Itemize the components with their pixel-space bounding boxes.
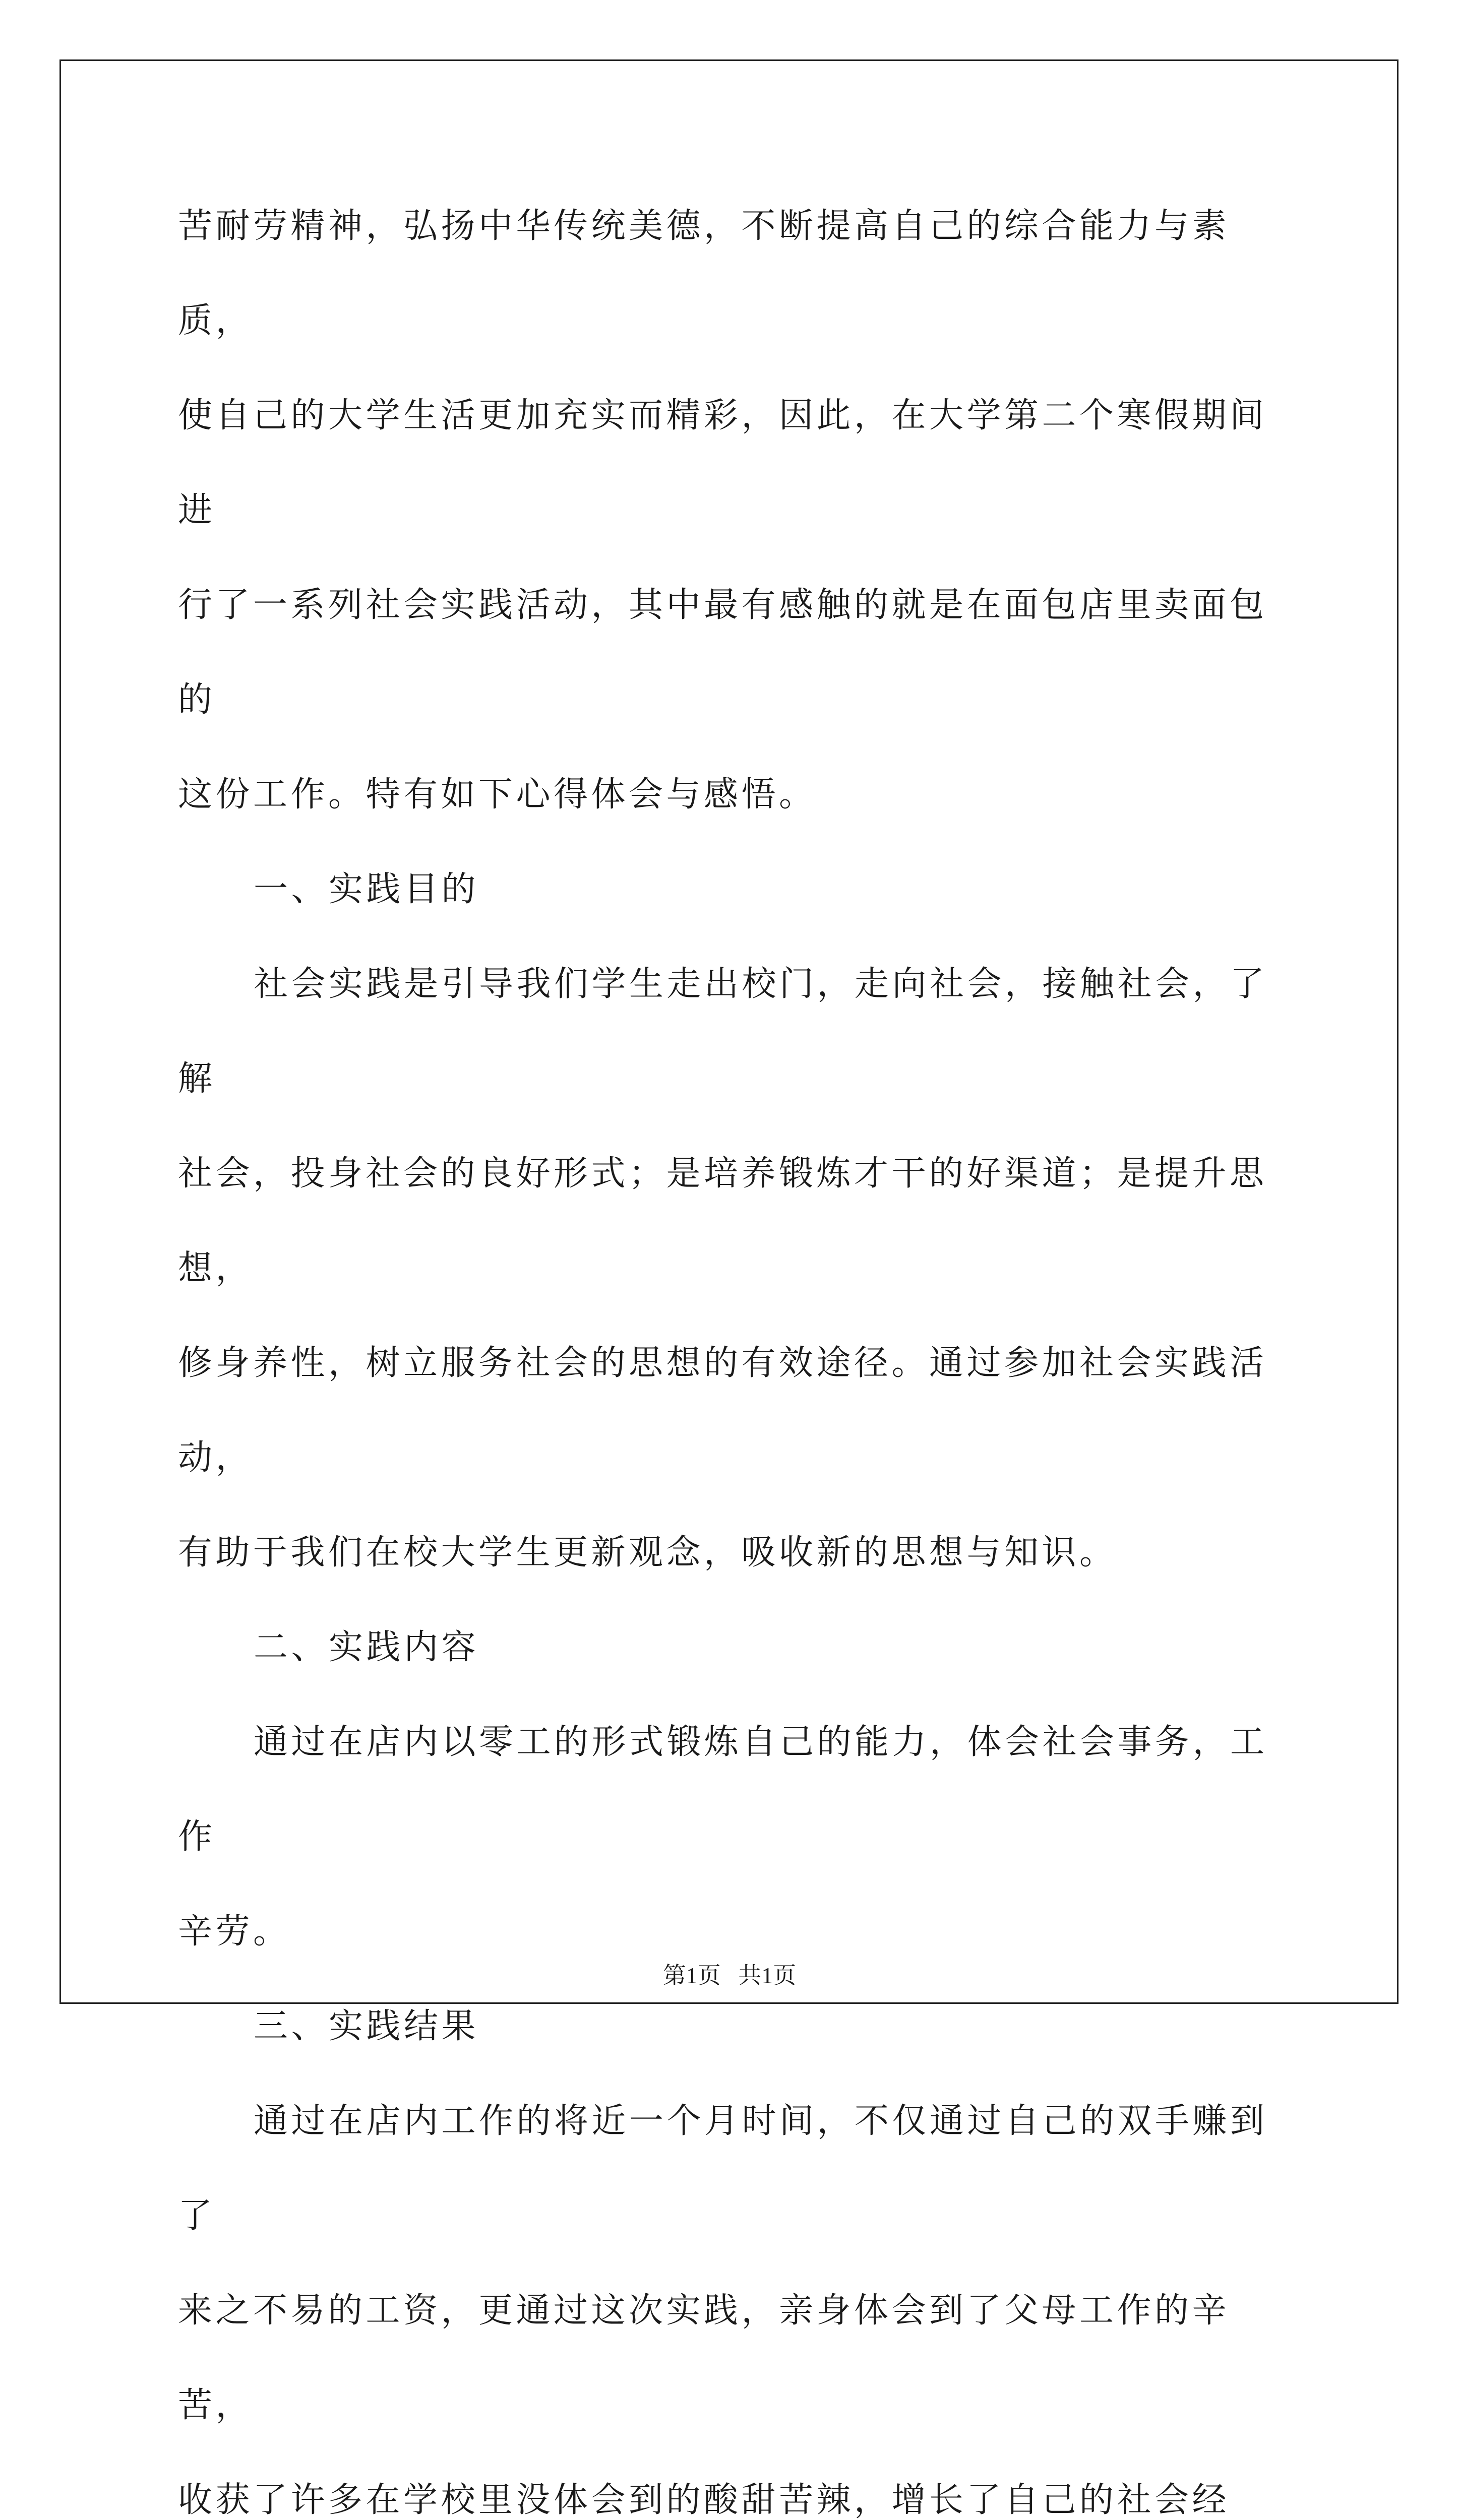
page-total: 共1页 [738, 1963, 797, 1988]
section-heading-purpose: 一、实践目的 [254, 869, 479, 909]
paragraph-content [178, 1695, 1287, 1979]
text-line: 使自己的大学生活更加充实而精彩，因此，在大学第二个寒假期间进 [178, 396, 1267, 530]
paragraph-results [178, 2074, 1287, 2520]
section-heading-results: 三、实践结果 [254, 2006, 479, 2046]
text-line: 有助于我们在校大学生更新观念，吸收新的思想与知识。 [178, 1533, 1117, 1572]
text-line: 辛劳。 [178, 1912, 291, 1951]
text-line: 收获了许多在学校里没体会到的酸甜苦辣，增长了自己的社会经 [178, 2480, 1230, 2520]
section-heading-content: 二、实践内容 [254, 1627, 479, 1667]
paragraph-purpose [178, 937, 1287, 1600]
text-line: 通过在店内以零工的形式锻炼自己的能力，体会社会事务，工作 [178, 1722, 1268, 1857]
text-line: 行了一系列社会实践活动，其中最有感触的就是在面包店里卖面包的 [178, 585, 1267, 720]
document-body [178, 179, 1287, 2520]
paragraph-intro-continuation [178, 179, 1287, 842]
text-line: 这份工作。特有如下心得体会与感悟。 [178, 775, 817, 814]
page-footer [0, 1961, 1459, 1991]
page-number: 第1页 [662, 1963, 721, 1988]
text-line: 苦耐劳精神，弘扬中华传统美德，不断提高自己的综合能力与素质， [178, 206, 1230, 341]
text-line: 社会，投身社会的良好形式；是培养锻炼才干的好渠道；是提升思想， [178, 1154, 1267, 1288]
text-line: 修身养性，树立服务社会的思想的有效途径。通过参加社会实践活动， [178, 1343, 1267, 1478]
text-line: 社会实践是引导我们学生走出校门，走向社会，接触社会，了解 [178, 964, 1268, 1099]
text-line: 来之不易的工资，更通过这次实践，亲身体会到了父母工作的辛苦， [178, 2291, 1230, 2425]
text-line: 通过在店内工作的将近一个月时间，不仅通过自己的双手赚到了 [178, 2101, 1268, 2236]
